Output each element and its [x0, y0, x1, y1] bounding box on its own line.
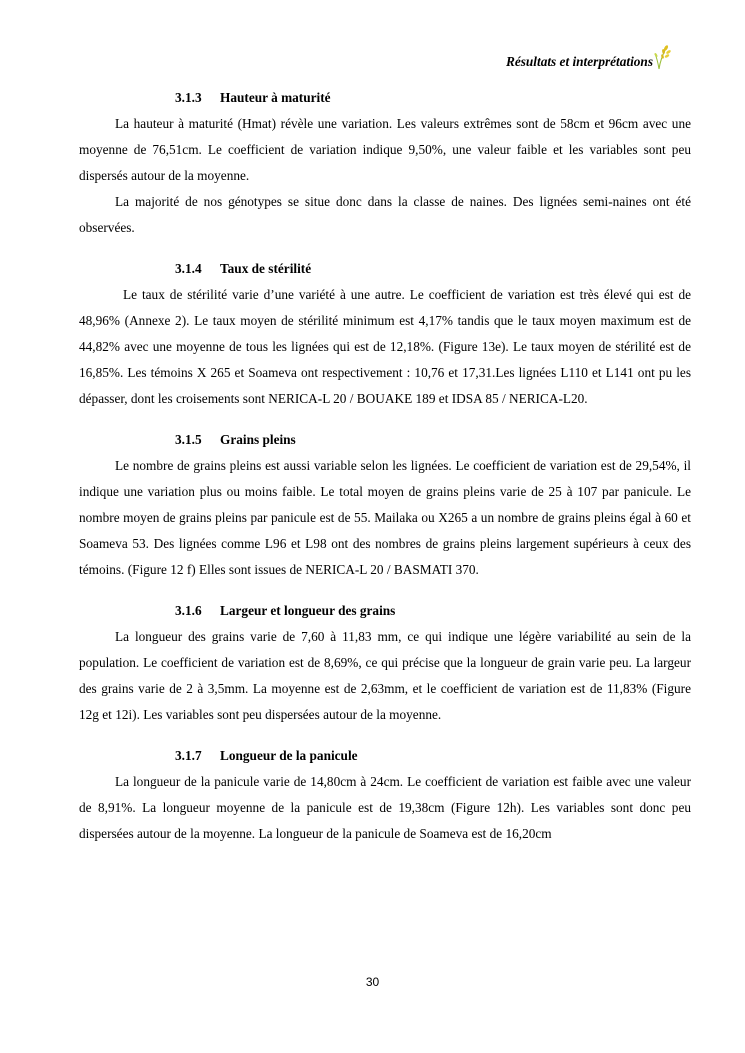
paragraph: La longueur des grains varie de 7,60 à 11,83 mm, ce qui indique une légère variabilité au sein de la population. Le coefficient de variation est de 8,69%, ce qui précise que la longueur de grain varie peu. La largeur des grains varie de 2 à 3,5mm. La moyenne est de 2,63mm, et le coefficient de variation est de 11,83% (Figure 12g et 12i). Les variables sont peu dispersées autour de la moyenne. — [79, 629, 691, 722]
section-taux-sterilite — [79, 256, 691, 412]
paragraph: La hauteur à maturité (Hmat) révèle une variation. Les valeurs extrêmes sont de 58cm et 96cm avec une moyenne de 76,51cm. Le coefficient de variation indique 9,50%, une valeur faible et les variables sont peu dispersés autour de la moyenne. — [79, 116, 691, 183]
section-grains-pleins — [79, 427, 691, 583]
paragraph: La longueur de la panicule varie de 14,80cm à 24cm. Le coefficient de variation est faible avec une valeur de 8,91%. La longueur moyenne de la panicule est de 19,38cm (Figure 12h). Les variables sont donc peu dispersées autour de la moyenne. La longueur de la panicule de Soameva est de 16,20cm — [79, 774, 691, 841]
paragraph: Le taux de stérilité varie d’une variété à une autre. Le coefficient de variation est très élevé qui est de 48,96% (Annexe 2). Le taux moyen de stérilité minimum est 4,17% tandis que le taux moyen maximum est de 44,82% avec une moyenne de tous les lignées qui est de 12,18%. (Figure 13e). Le taux moyen de stérilité est de 16,85%. Les témoins X 265 et Soameva ont respectivement : 10,76 et 17,31.Les lignées L110 et L141 ont pu les dépasser, dont les croisements sont NERICA-L 20 / BOUAKE 189 et IDSA 85 / NERICA-L20. — [79, 287, 691, 406]
section-heading — [79, 598, 691, 624]
section-longueur-panicule — [79, 743, 691, 847]
page-number: 30 — [365, 975, 380, 989]
section-number: 3.1.4 — [175, 261, 202, 276]
section-title: Grains pleins — [220, 432, 296, 447]
header-title: Résultats et interprétations — [505, 54, 653, 69]
section-heading — [79, 85, 691, 111]
section-title: Largeur et longueur des grains — [220, 603, 396, 618]
section-number: 3.1.3 — [175, 90, 202, 105]
section-number: 3.1.7 — [175, 748, 202, 763]
section-hauteur-maturite — [79, 85, 691, 241]
paragraph: La majorité de nos génotypes se situe donc dans la classe de naines. Des lignées semi-naines ont été observées. — [79, 194, 691, 235]
section-heading — [79, 256, 691, 282]
section-number: 3.1.6 — [175, 603, 202, 618]
running-header — [506, 52, 671, 74]
page-body — [79, 85, 691, 847]
section-title: Taux de stérilité — [220, 261, 312, 276]
section-number: 3.1.5 — [175, 432, 202, 447]
rice-plant-icon — [654, 44, 671, 70]
section-heading — [79, 427, 691, 453]
section-largeur-longueur-grains — [79, 598, 691, 728]
paragraph: Le nombre de grains pleins est aussi variable selon les lignées. Le coefficient de variation est de 29,54%, il indique une variation plus ou moins faible. Le total moyen de grains pleins varie de 25 à 107 par panicule. Le nombre moyen de grains pleins par panicule est de 55. Mailaka ou X265 a un nombre de grains pleins égal à 60 et Soameva 53. Des lignées comme L96 et L98 ont des nombres de grains pleins largement supérieurs à ceux des témoins. (Figure 12 f) Elles sont issues de NERICA-L 20 / BASMATI 370. — [79, 458, 691, 577]
section-heading — [79, 743, 691, 769]
section-title: Hauteur à maturité — [220, 90, 331, 105]
section-title: Longueur de la panicule — [220, 748, 358, 763]
